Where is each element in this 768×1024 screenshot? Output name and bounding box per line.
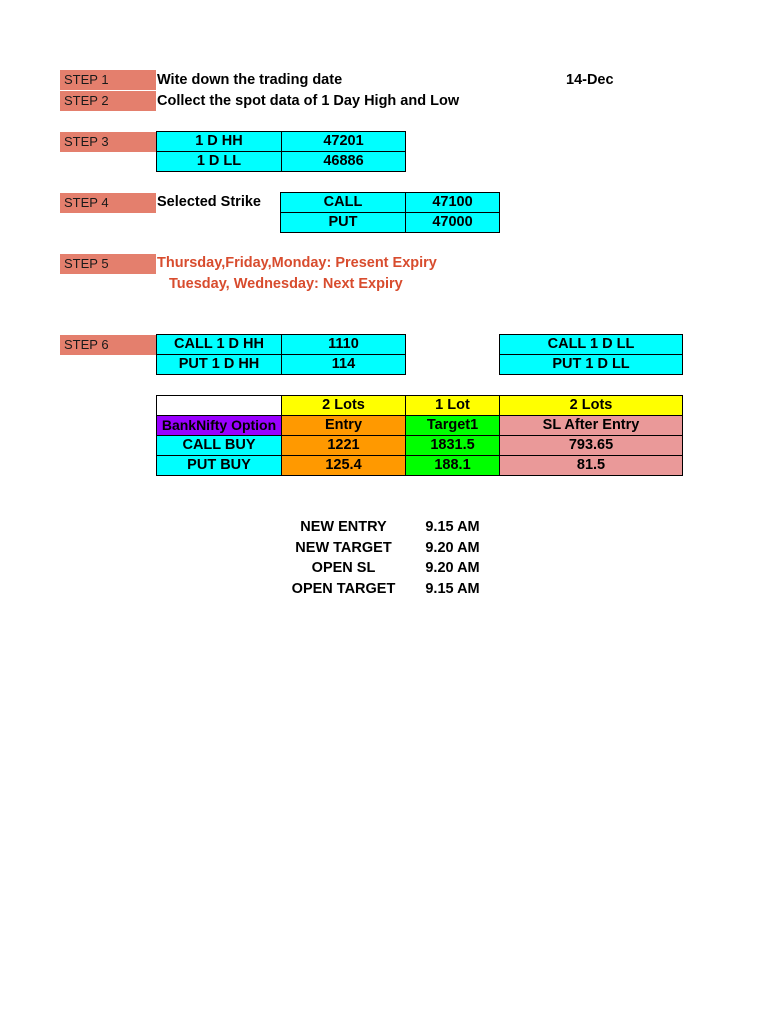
put-buy-sl: 81.5 [499,455,683,476]
step-4-label: STEP 4 [60,193,156,213]
call-buy-label: CALL BUY [156,435,282,456]
step-2-text: Collect the spot data of 1 Day High and Low [157,93,460,109]
day-high-value: 47201 [281,131,406,152]
header-banknifty-option: BankNifty Option [156,415,282,436]
put-hh-label: PUT 1 D HH [156,354,282,375]
call-buy-sl: 793.65 [499,435,683,456]
open-target-time: 9.15 AM [425,581,480,597]
table-corner-cell [156,395,282,416]
call-strike-value: 47100 [405,192,500,213]
open-target-label: OPEN TARGET [291,581,396,597]
step-1-text: Wite down the trading date [157,72,343,88]
day-low-label: 1 D LL [156,151,282,172]
open-sl-time: 9.20 AM [425,560,480,576]
day-low-value: 46886 [281,151,406,172]
new-entry-time: 9.15 AM [425,519,480,535]
put-buy-label: PUT BUY [156,455,282,476]
target-lots: 1 Lot [405,395,500,416]
step-3-label: STEP 3 [60,132,156,152]
new-target-time: 9.20 AM [425,540,480,556]
call-strike-label: CALL [280,192,406,213]
header-target1: Target1 [405,415,500,436]
put-buy-entry: 125.4 [281,455,406,476]
put-strike-label: PUT [280,212,406,233]
day-high-label: 1 D HH [156,131,282,152]
call-hh-label: CALL 1 D HH [156,334,282,355]
call-hh-value: 1110 [281,334,406,355]
new-target-label: NEW TARGET [295,540,392,556]
call-buy-entry: 1221 [281,435,406,456]
call-ll-label: CALL 1 D LL [499,334,683,355]
put-ll-label: PUT 1 D LL [499,354,683,375]
put-strike-value: 47000 [405,212,500,233]
entry-lots: 2 Lots [281,395,406,416]
open-sl-label: OPEN SL [311,560,376,576]
new-entry-label: NEW ENTRY [300,519,387,535]
step-5-label: STEP 5 [60,254,156,274]
step-1-label: STEP 1 [60,70,156,90]
put-hh-value: 114 [281,354,406,375]
expiry-rule-next: Tuesday, Wednesday: Next Expiry [169,276,403,292]
call-buy-target: 1831.5 [405,435,500,456]
trading-date: 14-Dec [566,72,614,88]
put-buy-target: 188.1 [405,455,500,476]
selected-strike-label: Selected Strike [157,194,261,210]
header-entry: Entry [281,415,406,436]
step-6-label: STEP 6 [60,335,156,355]
sl-lots: 2 Lots [499,395,683,416]
header-sl-after-entry: SL After Entry [499,415,683,436]
expiry-rule-present: Thursday,Friday,Monday: Present Expiry [157,255,437,271]
step-2-label: STEP 2 [60,91,156,111]
